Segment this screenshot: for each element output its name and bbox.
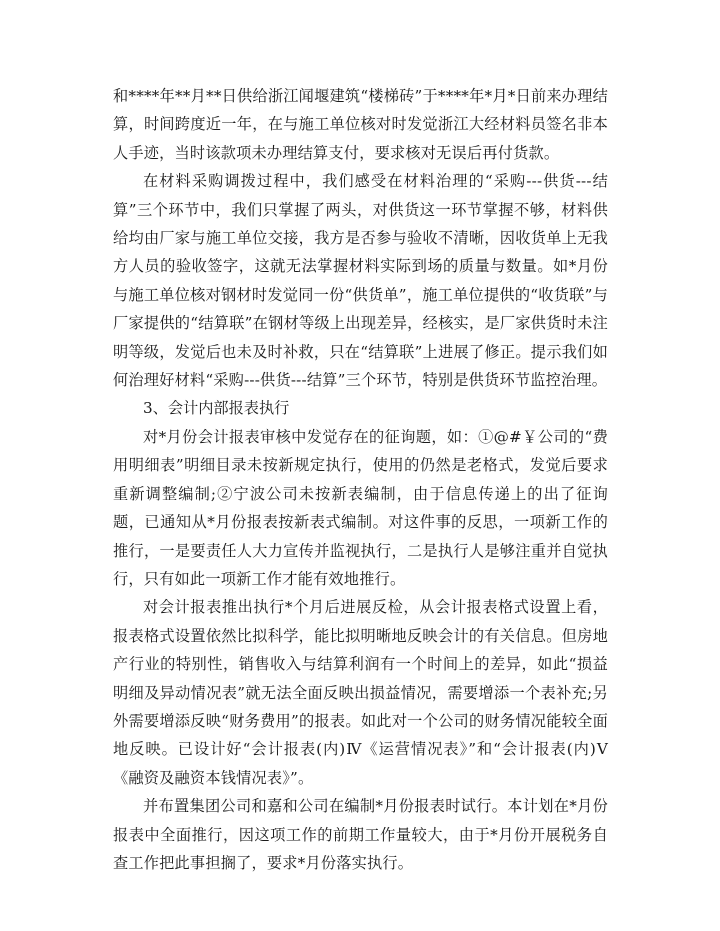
paragraph-report-review: 对*月份会计报表审核中发觉存在的征询题，如：①@#￥公司的“费用明细表”明细目录未按新规定执行，使用的仍然是老格式，发觉后要求重新调整编制;②宁波公司未按新表编制，由于信息传递上的出了征询题，已通知从*月份报表按新表式编制。对这件事的反思，一项新工作的推行，一是要责任人大力宣传并监视执行，二是执行人是够注重并自觉执行，只有如此一项新工作才能有效地推行。 — [113, 427, 608, 588]
section-heading-internal-reports: 3、会计内部报表执行 — [143, 399, 290, 418]
paragraph-settlement-continuation: 和****年**月**日供给浙江闻堰建筑“楼梯砖”于****年*月*日前来办理结算，时间跨度近一年，在与施工单位核对时发觉浙江大经材料员签名非本人手迹，当时该款项未办理结算支付，要求核对无误后再付货款。 — [113, 87, 608, 162]
paragraph-material-procurement: 在材料采购调拨过程中，我们感受在材料治理的“采购---供货---结算”三个环节中，我们只掌握了两头，对供货这一环节掌握不够，材料供给均由厂家与施工单位交接，我方是否参与验收不清晰，因收货单上无我方人员的验收签字，这就无法掌握材料实际到场的质量与数量。如*月份与施工单位核对钢材时发觉同一份“供货单”，施工单位提供的“收货联”与厂家提供的“结算联”在钢材等级上出现差异，经核实，是厂家供货时未注明等级，发觉后也未及时补救，只在“结算联”上进展了修正。提示我们如何治理好材料“采购---供货---结算”三个环节，特别是供货环节监控治理。 — [113, 172, 608, 390]
document-body — [113, 82, 608, 877]
paragraph-trial-implementation: 并布置集团公司和嘉和公司在编制*月份报表时试行。本计划在*月份报表中全面推行，因这项工作的前期工作量较大，由于*月份开展税务自查工作把此事担搁了，要求*月份落实执行。 — [113, 797, 608, 872]
paragraph-report-evaluation: 对会计报表推出执行*个月后进展反检，从会计报表格式设置上看，报表格式设置依然比拟科学，能比拟明晰地反映会计的有关信息。但房地产行业的特别性，销售收入与结算利润有一个时间上的差异，如此“损益明细及异动情况表”就无法全面反映出损益情况，需要增添一个表补充;另外需要增添反映“财务费用”的报表。如此对一个公司的财务情况能较全面地反映。已设计好“会计报表(内)Ⅳ《运营情况表》”和“会计报表(内)Ⅴ《融资及融资本钱情况表》”。 — [113, 598, 608, 787]
